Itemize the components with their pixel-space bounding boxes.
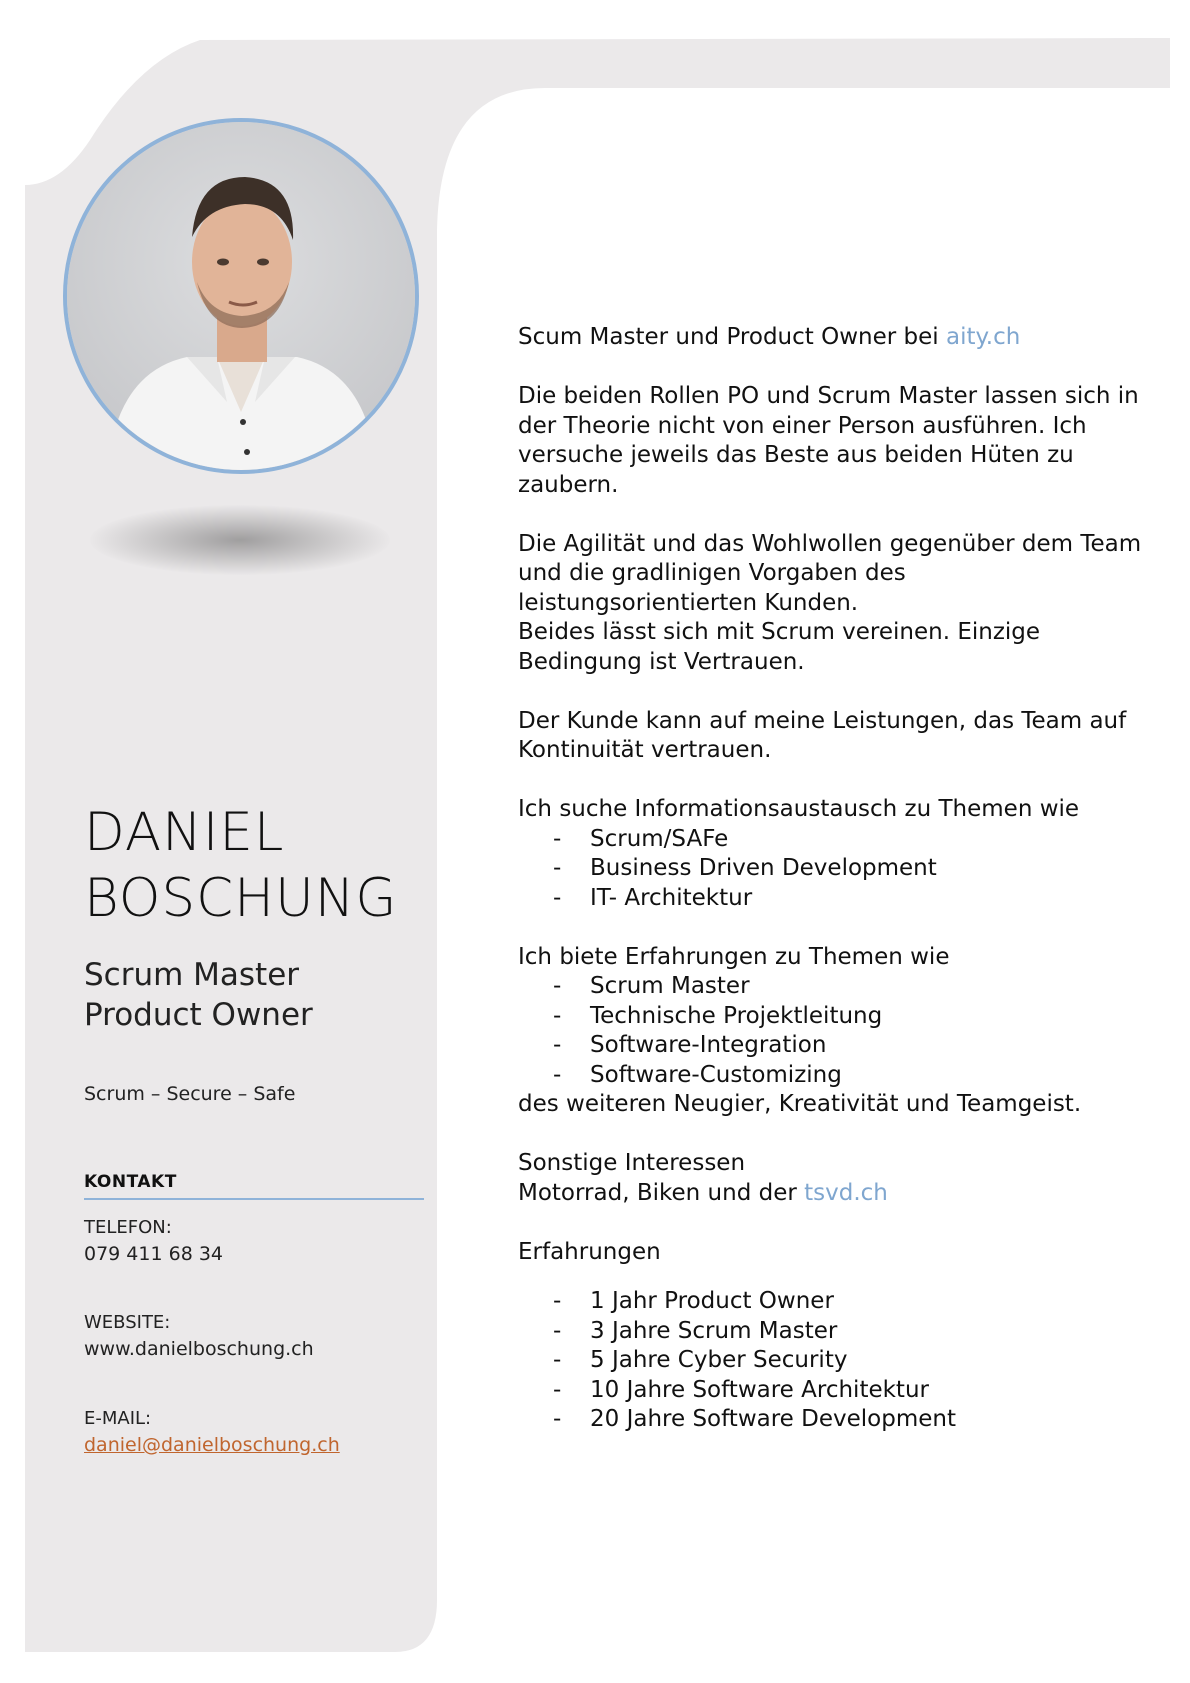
offer-heading: Ich biete Erfahrungen zu Themen wie — [518, 943, 950, 970]
phone-label: TELEFON: — [84, 1217, 172, 1238]
list-item: - 3 Jahre Scrum Master — [518, 1317, 1148, 1347]
experience-heading: Erfahrungen — [518, 1238, 661, 1265]
experience-list — [518, 1287, 1148, 1435]
agility-text: Die Agilität und das Wohlwollen gegenüber dem Team und die gradlinigen Vorgaben des leistungsorientierten Kunden. — [518, 530, 1142, 616]
interests-heading: Sonstige Interessen — [518, 1150, 746, 1176]
list-item: - 5 Jahre Cyber Security — [518, 1346, 1148, 1376]
intro-text: Scum Master und Product Owner bei — [518, 324, 946, 350]
list-item: - 10 Jahre Software Architektur — [518, 1376, 1148, 1406]
role-product-owner: Product Owner — [84, 997, 313, 1033]
contact-email — [84, 1406, 424, 1458]
roles-paragraph: Die beiden Rollen PO und Scrum Master lassen sich in der Theorie nicht von einer Person ausführen. Ich versuche jeweils das Beste aus beiden Hüten zu zaubern. — [518, 383, 1139, 498]
agility-paragraph — [518, 530, 1148, 678]
website-link[interactable]: www.danielboschung.ch — [84, 1338, 314, 1360]
job-roles — [84, 955, 313, 1035]
list-item: - Business Driven Development — [518, 854, 1148, 884]
list-item: - 20 Jahre Software Development — [518, 1405, 1148, 1435]
about-section — [518, 323, 1148, 1435]
list-item: - 1 Jahr Product Owner — [518, 1287, 1148, 1317]
email-label: E-MAIL: — [84, 1408, 152, 1429]
list-item: - Software-Integration — [518, 1031, 1148, 1061]
name-last: BOSCHUNG — [84, 868, 398, 929]
trust-text: Beides lässt sich mit Scrum vereinen. Einzige Bedingung ist Vertrauen. — [518, 619, 1041, 675]
interests-paragraph — [518, 1179, 1148, 1209]
portrait-illustration — [67, 122, 415, 470]
offer-list — [518, 972, 1148, 1090]
phone-value: 079 411 68 34 — [84, 1243, 224, 1265]
interests-text: Motorrad, Biken und der — [518, 1179, 805, 1206]
intro-paragraph — [518, 323, 1148, 353]
photo-shadow — [90, 505, 390, 575]
role-scrum-master: Scrum Master — [84, 957, 300, 993]
website-label: WEBSITE: — [84, 1312, 171, 1333]
email-link[interactable]: daniel@danielboschung.ch — [84, 1434, 340, 1456]
profile-photo — [63, 118, 419, 474]
tsvd-link[interactable]: tsvd.ch — [804, 1179, 888, 1206]
list-item: - Software-Customizing — [518, 1061, 1148, 1091]
aity-link[interactable]: aity.ch — [945, 324, 1021, 350]
seek-list — [518, 825, 1148, 914]
list-item: - Scrum/SAFe — [518, 825, 1148, 855]
contact-phone — [84, 1215, 424, 1267]
contact-website — [84, 1310, 424, 1362]
seek-heading: Ich suche Informationsaustausch zu Themen wie — [518, 796, 1080, 822]
tagline: Scrum – Secure – Safe — [84, 1083, 296, 1105]
list-item: - Scrum Master — [518, 972, 1148, 1002]
name-first: DANIEL — [84, 802, 285, 863]
customer-paragraph: Der Kunde kann auf meine Leistungen, das Team auf Kontinuität vertrauen. — [518, 707, 1127, 763]
offer-footer: des weiteren Neugier, Kreativität und Teamgeist. — [518, 1091, 1082, 1117]
list-item: - Technische Projektleitung — [518, 1002, 1148, 1032]
contact-heading: KONTAKT — [84, 1172, 424, 1200]
person-name — [84, 800, 444, 932]
list-item: - IT- Architektur — [518, 884, 1148, 914]
